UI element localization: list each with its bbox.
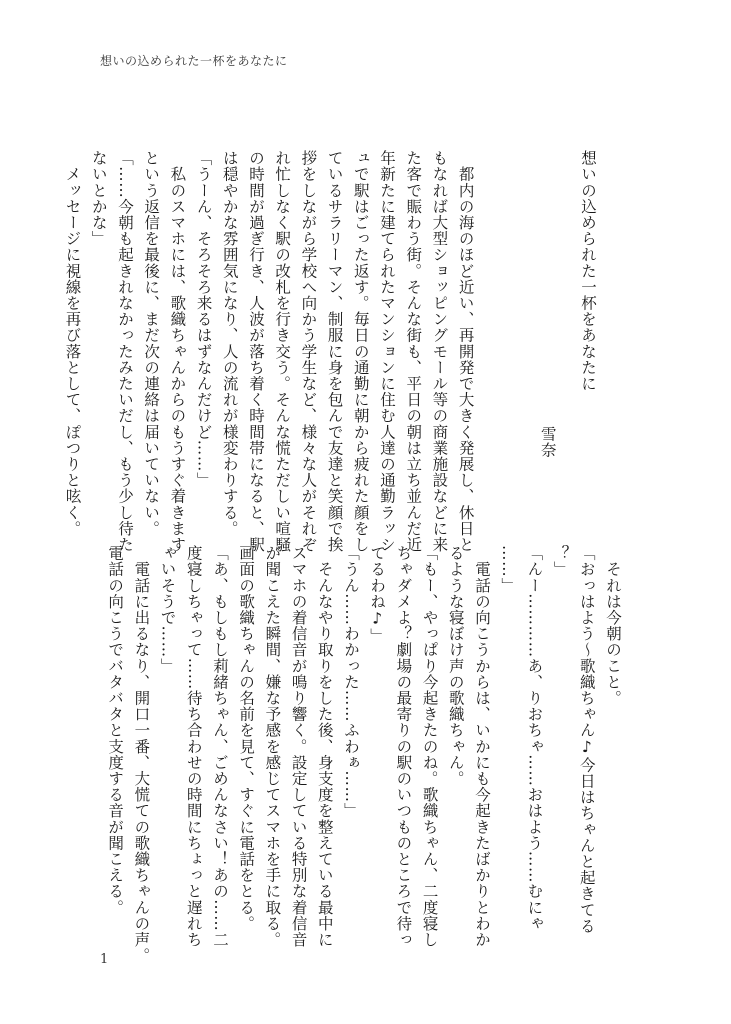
author-name: 雪奈 [538,426,557,459]
text-line: 「おっはよう～歌織ちゃん♪今日はちゃんと起きてる [577,545,596,934]
text-line: 「もー、やっぱり今起きたのね。歌織ちゃん、二度寝し [420,545,439,948]
text-line: 拶をしながら学校へ向かう学生など、様々な人がそれぞ [299,150,318,553]
top-text-block [63,150,601,553]
text-line: ないとかな」 [89,150,108,247]
text-line: れ忙しなく駅の改札を行き交う。そんな慌ただしい喧騒 [273,150,292,553]
text-line: は穏やかな雰囲気になり、人の流れが様変わりする。 [220,150,239,537]
text-line: 電話の向こうからは、いかにも今起きたばかりとわか [472,545,491,948]
text-line: ているサラリーマン、制服に身を包んで友達と笑顔で挨 [325,150,344,553]
text-line: 「……今朝も起きれなかったみたいだし、もう少し待た [115,150,134,553]
text-line: 度寝しちゃって……待ち合わせの時間にちょっと遅れち [184,545,203,948]
text-line: 都内の海のほど近い、再開発で大きく発展し、休日と [456,150,475,553]
text-line: ュで駅はごった返す。毎日の通勤に朝から疲れた顔をし [351,150,370,553]
story-title: 想いの込められた一杯をあなたに [579,150,597,392]
text-line: てるわね♪」 [368,545,387,645]
text-line: それは今朝のこと。 [604,545,622,706]
text-line: ゃいそうで……」 [158,545,177,674]
running-header: 想いの込められた一杯をあなたに [100,54,288,68]
text-line: 「あ、もしもし莉緒ちゃん、ごめんなさい！あの……二 [210,545,229,948]
text-line: るような寝ぼけ声の歌織ちゃん。 [446,545,465,787]
text-line: そんなやり取りをした後、身支度を整えている最中に [315,545,334,948]
spacer [479,150,505,520]
text-line: 「んー…………あ、りおちゃ……おはよう……むにゃ [525,545,544,932]
text-line: 私のスマホには、歌織ちゃんからのもうすぐ着きます [168,150,187,553]
text-line: 年新たに建てられたマンションに住む人達の通勤ラッシ [377,150,396,553]
text-line: 「うん……わかった……ふわぁ……」 [341,545,360,819]
text-line: の時間が過ぎ行き、人波が落ち着く時間帯になると、駅 [246,150,265,553]
text-line: スマホの着信音が鳴り響く。設定している特別な着信音 [289,545,308,948]
text-line: という返信を最後に、まだ次の連絡は届いていない。 [142,150,161,537]
text-line: 「うーん、そろそろ来るはずなんだけど……」 [194,150,213,489]
text-line: 電話の向こうでバタバタと支度する音が聞こえる。 [106,545,125,916]
page-number: 1 [100,952,109,967]
text-line: ？」 [551,545,570,578]
text-line: た客で賑わう街。そんな街も、平日の朝は立ち並んだ近 [404,150,423,553]
text-line: ……」 [499,545,518,594]
text-line: メッセージに視線を再び落として、ぽつりと呟く。 [63,150,82,537]
bottom-text-block [106,545,626,964]
text-line: ちゃダメよ？劇場の最寄りの駅のいつものところで待っ [394,545,413,948]
text-line: 電話に出るなり、開口一番、大慌ての歌織ちゃんの声。 [132,545,151,964]
text-line: が聞こえた瞬間、嫌な予感を感じてスマホを手に取る。 [263,545,282,948]
text-line: 画面の歌織ちゃんの名前を見て、すぐに電話をとる。 [237,545,256,932]
text-line: もなれば大型ショッピングモール等の商業施設などに来 [430,150,449,553]
